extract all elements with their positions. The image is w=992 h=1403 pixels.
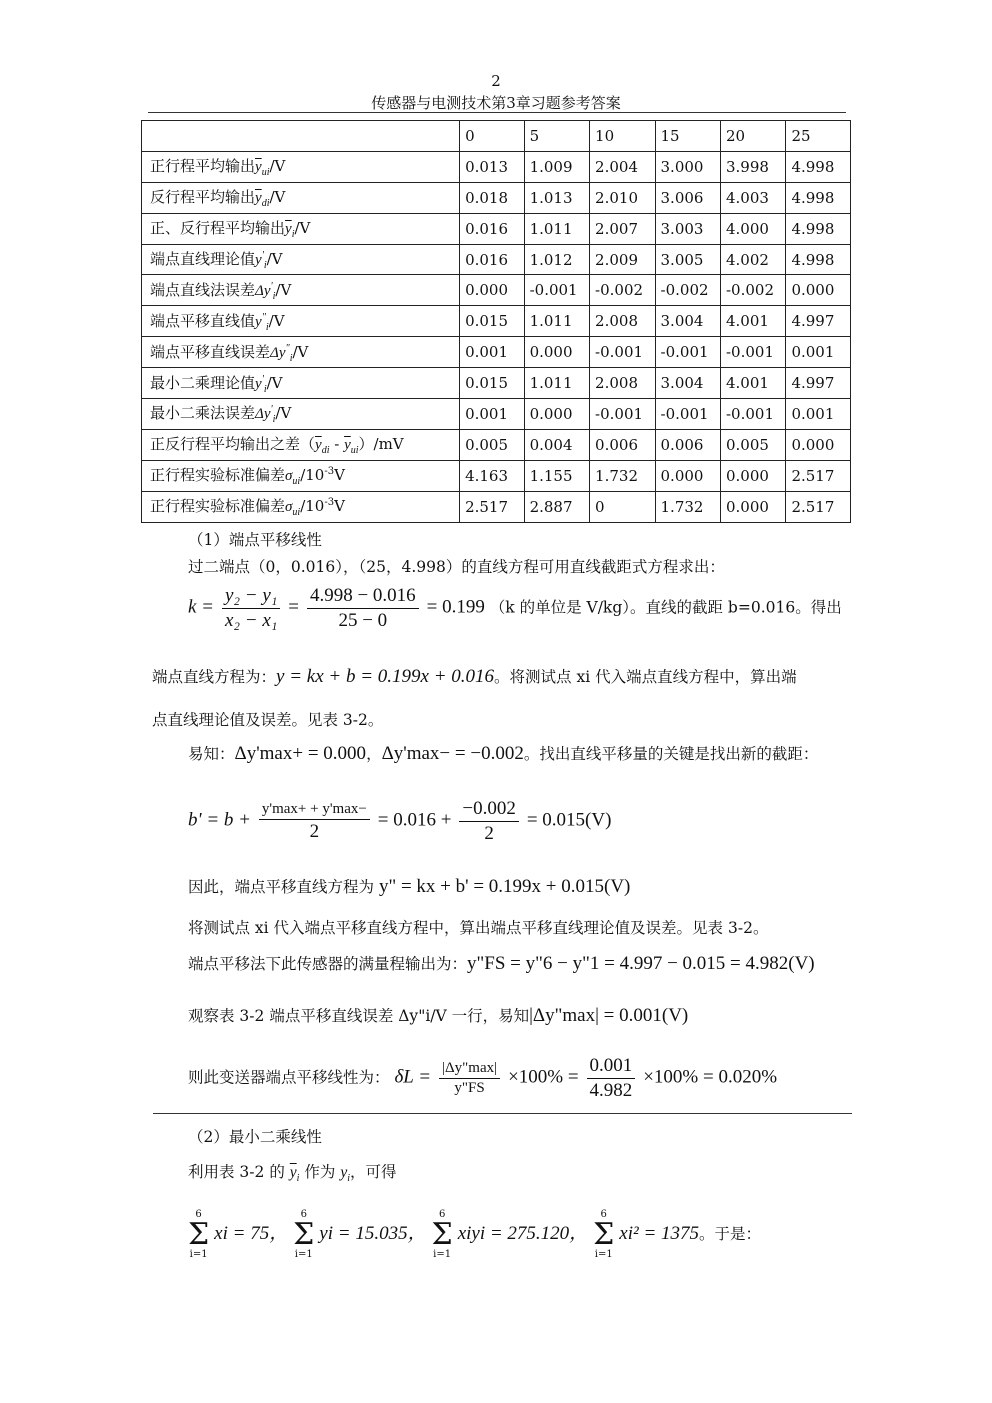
table-cell: 4.998 [786, 151, 851, 182]
row-label: 最小二乘理论值$y'_i/V$ [142, 368, 460, 399]
table-cell: 4.001 [720, 306, 785, 337]
table-cell: 4.998 [786, 213, 851, 244]
table-cell: 1.011 [524, 213, 589, 244]
table-header-cell [142, 121, 460, 152]
table-row [142, 491, 851, 522]
max-deviation-statement: 观察表 3-2 端点平移直线误差 Δy"i/V 一行，易知|Δy"max| = 0.001(V) [188, 1005, 689, 1026]
table-header-cell: 25 [786, 121, 851, 152]
table-cell: 2.009 [590, 244, 655, 275]
table-cell: 0.000 [786, 429, 851, 460]
table-cell: 0.000 [524, 399, 589, 430]
table-cell: 3.005 [655, 244, 720, 275]
table-cell: 0.001 [786, 399, 851, 430]
table-row [142, 244, 851, 275]
row-label: 正反行程平均输出之差$(\overline{y}_{di} - \overline{y}_{ui})/mV$ [142, 429, 460, 460]
table-cell: 2.517 [786, 491, 851, 522]
table-cell: 4.998 [786, 182, 851, 213]
section-1-title: （1）端点平移线性 [188, 531, 322, 549]
table-cell: -0.002 [590, 275, 655, 306]
table-header-cell: 15 [655, 121, 720, 152]
table-cell: 2.008 [590, 306, 655, 337]
table-cell: 2.004 [590, 151, 655, 182]
table-cell: 0.016 [460, 213, 525, 244]
table-cell: 4.997 [786, 368, 851, 399]
table-cell: -0.001 [655, 337, 720, 368]
table-cell: 2.517 [786, 460, 851, 491]
table-cell: 2.010 [590, 182, 655, 213]
table-cell: -0.001 [524, 275, 589, 306]
row-label: 端点平移直线值$y^"_i/V$ [142, 306, 460, 337]
table-cell: 3.006 [655, 182, 720, 213]
table-cell: 2.008 [590, 368, 655, 399]
endpoint-line-equation-cont: 点直线理论值及误差。见表 3-2。 [152, 711, 384, 729]
table-cell: 0.000 [786, 275, 851, 306]
row-label: 端点直线理论值$y'_i/V$ [142, 244, 460, 275]
table-row [142, 429, 851, 460]
table-cell: 0.018 [460, 182, 525, 213]
row-label: 正行程平均输出$\overline{y}_{ui}/V$ [142, 151, 460, 182]
running-title: 传感器与电测技术第3章习题参考答案 [371, 94, 621, 112]
table-row [142, 306, 851, 337]
linearity-equation: 则此变送器端点平移线性为： δL = $\frac{|\Delta y"\max|}{y"FS}$ ×100% = $\frac{0.001}{4.982}$ ×100% = 0.020% [188, 1055, 778, 1101]
table-cell: 2.887 [524, 491, 589, 522]
table-cell: 0.000 [460, 275, 525, 306]
table-cell: 0.005 [720, 429, 785, 460]
table-cell: 0.015 [460, 368, 525, 399]
table-cell: 0.001 [786, 337, 851, 368]
section-2-title: （2）最小二乘线性 [188, 1128, 322, 1146]
row-label: 端点直线法误差$\Delta y'_i/V$ [142, 275, 460, 306]
section-divider [153, 1113, 852, 1114]
table-cell: 1.155 [524, 460, 589, 491]
table-cell: 4.002 [720, 244, 785, 275]
table-cell: 1.009 [524, 151, 589, 182]
table-cell: -0.001 [590, 399, 655, 430]
shifted-line-substitution: 将测试点 xi 代入端点平移直线方程中，算出端点平移直线理论值及误差。见表 3-2。 [188, 919, 769, 937]
row-label: 正行程实验标准偏差$\sigma_{ui}/10^{-3}V$ [142, 491, 460, 522]
table-row [142, 182, 851, 213]
table-cell: 4.003 [720, 182, 785, 213]
new-intercept-equation: b' = b + $\frac{y'\max+ + y'\max-}{2}$ = 0.016 + $\frac{-0.002}{2}$ = 0.015(V) [188, 798, 612, 844]
table-cell: 2.007 [590, 213, 655, 244]
table-cell: 0.000 [720, 491, 785, 522]
table-cell: 3.004 [655, 306, 720, 337]
row-label: 正、反行程平均输出$\overline{y}_i/V$ [142, 213, 460, 244]
table-cell: 2.517 [460, 491, 525, 522]
table-cell: 4.998 [786, 244, 851, 275]
table-cell: 3.998 [720, 151, 785, 182]
table-cell: 4.163 [460, 460, 525, 491]
table-row [142, 151, 851, 182]
table-cell: 0.013 [460, 151, 525, 182]
table-header-row [142, 121, 851, 152]
table-cell: 0.000 [524, 337, 589, 368]
table-cell: -0.002 [655, 275, 720, 306]
table-cell: -0.001 [720, 399, 785, 430]
table-row [142, 460, 851, 491]
row-label: 反行程平均输出$\overline{y}_{di}/V$ [142, 182, 460, 213]
table-row [142, 275, 851, 306]
table-cell: 4.001 [720, 368, 785, 399]
table-cell: 0.000 [720, 460, 785, 491]
table-cell: 0.004 [524, 429, 589, 460]
endpoint-line-equation: 端点直线方程为：y = kx + b = 0.199x + 0.016。将测试点 xi 代入端点直线方程中，算出端 [152, 666, 797, 687]
table-cell: 1.012 [524, 244, 589, 275]
table-header-cell: 0 [460, 121, 525, 152]
section-2-intro: 利用表 3-2 的 $\overline{y}_i$ 作为 $y_i$，可得 [188, 1163, 397, 1185]
table-cell: 3.000 [655, 151, 720, 182]
table-header-cell: 10 [590, 121, 655, 152]
full-scale-output: 端点平移法下此传感器的满量程输出为：y"FS = y"6 − y"1 = 4.997 − 0.015 = 4.982(V) [188, 953, 815, 974]
slope-equation: k = $\frac{\text{y₂ − y₁}}{\text{x₂ − x₁}}$ = $\frac{4.998 - 0.016}{25 - 0}$ = 0.199 （k 的单位是 V/kg）。直线的截距 b=0.016。得出 [188, 585, 842, 631]
row-label: 端点平移直线误差$\Delta y^"_i/V$ [142, 337, 460, 368]
table-cell: -0.001 [720, 337, 785, 368]
table-cell: -0.002 [720, 275, 785, 306]
table-cell: 0.015 [460, 306, 525, 337]
page-number: 2 [491, 72, 501, 90]
sums-line: 6 Σ i=1 xi = 75， 6 Σ i=1 yi = 15.035， 6 Σ i=1 xiyi = 275.120， 6 Σ i=1 xi² = 1375。于是： [188, 1209, 762, 1260]
row-label: 最小二乘法误差$\Delta y'_i/V$ [142, 399, 460, 430]
table-cell: -0.001 [655, 399, 720, 430]
row-label: 正行程实验标准偏差$\sigma_{ui}/10^{-3}V$ [142, 460, 460, 491]
table-cell: 1.732 [590, 460, 655, 491]
section-1-intro: 过二端点（0，0.016），（25，4.998）的直线方程可用直线截距式方程求出： [188, 558, 725, 576]
table-cell: 1.011 [524, 368, 589, 399]
table-row [142, 337, 851, 368]
results-table [141, 120, 851, 523]
table-cell: 0.005 [460, 429, 525, 460]
header-rule [148, 112, 846, 113]
table-cell: 0.001 [460, 337, 525, 368]
table-cell: 0.006 [655, 429, 720, 460]
table-cell: 0 [590, 491, 655, 522]
table-cell: 1.011 [524, 306, 589, 337]
table-cell: -0.001 [590, 337, 655, 368]
table-cell: 0.006 [590, 429, 655, 460]
table-row [142, 368, 851, 399]
table-cell: 0.000 [655, 460, 720, 491]
shifted-line-equation: 因此，端点平移直线方程为 y" = kx + b' = 0.199x + 0.015(V) [188, 876, 631, 897]
table-cell: 0.001 [460, 399, 525, 430]
table-row [142, 213, 851, 244]
table-cell: 3.003 [655, 213, 720, 244]
table-cell: 1.732 [655, 491, 720, 522]
max-error-statement: 易知：Δy'max+ = 0.000，Δy'max− = −0.002。找出直线平移量的关键是找出新的截距： [188, 743, 819, 764]
table-cell: 0.016 [460, 244, 525, 275]
table-cell: 4.997 [786, 306, 851, 337]
table-cell: 3.004 [655, 368, 720, 399]
table-cell: 4.000 [720, 213, 785, 244]
table-row [142, 399, 851, 430]
table-header-cell: 5 [524, 121, 589, 152]
table-cell: 1.013 [524, 182, 589, 213]
table-header-cell: 20 [720, 121, 785, 152]
